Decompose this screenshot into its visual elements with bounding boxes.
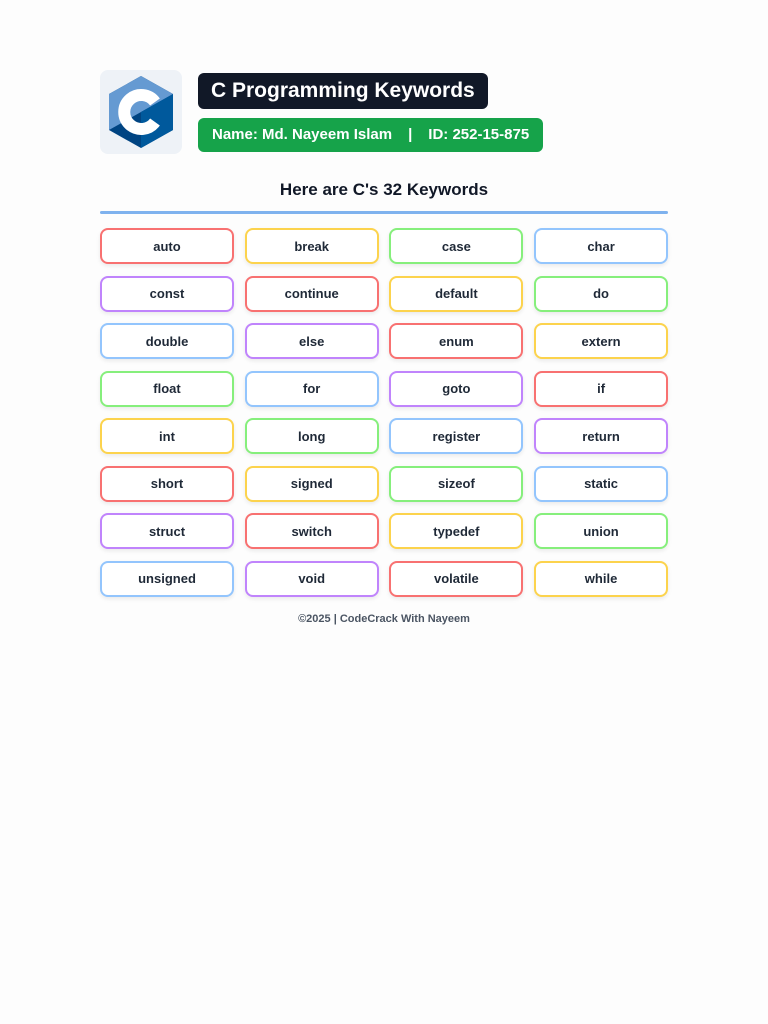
keyword-chip: int [100, 418, 234, 454]
keyword-chip: do [534, 276, 668, 312]
keyword-chip: void [245, 561, 379, 597]
author-name: Name: Md. Nayeem Islam [212, 126, 393, 143]
info-separator: | [408, 126, 413, 143]
keyword-chip: case [389, 228, 523, 264]
keyword-chip: else [245, 323, 379, 359]
section-heading: Here are C's 32 Keywords [279, 180, 489, 199]
keyword-chip: if [534, 371, 668, 407]
keyword-chip: goto [389, 371, 523, 407]
keyword-chip: enum [389, 323, 523, 359]
section-divider [100, 211, 668, 214]
c-language-logo [100, 70, 182, 154]
keyword-chip: extern [534, 323, 668, 359]
c-logo-icon [107, 74, 175, 150]
footer-credit: ©2025 | CodeCrack With Nayeem [298, 613, 470, 625]
author-info-badge [198, 118, 543, 152]
keyword-chip: struct [100, 513, 234, 549]
keyword-chip: for [245, 371, 379, 407]
header [100, 70, 668, 154]
keyword-chip: unsigned [100, 561, 234, 597]
keyword-chip: switch [245, 513, 379, 549]
keyword-grid [100, 228, 668, 597]
keyword-chip: return [534, 418, 668, 454]
keyword-chip: char [534, 228, 668, 264]
keyword-chip: default [389, 276, 523, 312]
keyword-chip: sizeof [389, 466, 523, 502]
page-title: C Programming Keywords [198, 73, 488, 109]
keyword-chip: break [245, 228, 379, 264]
keyword-chip: typedef [389, 513, 523, 549]
keyword-chip: float [100, 371, 234, 407]
keyword-chip: signed [245, 466, 379, 502]
keyword-chip: double [100, 323, 234, 359]
keyword-chip: register [389, 418, 523, 454]
keyword-chip: auto [100, 228, 234, 264]
keyword-chip: long [245, 418, 379, 454]
keyword-chip: volatile [389, 561, 523, 597]
keyword-chip: while [534, 561, 668, 597]
keyword-chip: const [100, 276, 234, 312]
keyword-chip: short [100, 466, 234, 502]
keyword-chip: union [534, 513, 668, 549]
author-id: ID: 252-15-875 [428, 126, 530, 143]
keyword-chip: continue [245, 276, 379, 312]
keyword-chip: static [534, 466, 668, 502]
